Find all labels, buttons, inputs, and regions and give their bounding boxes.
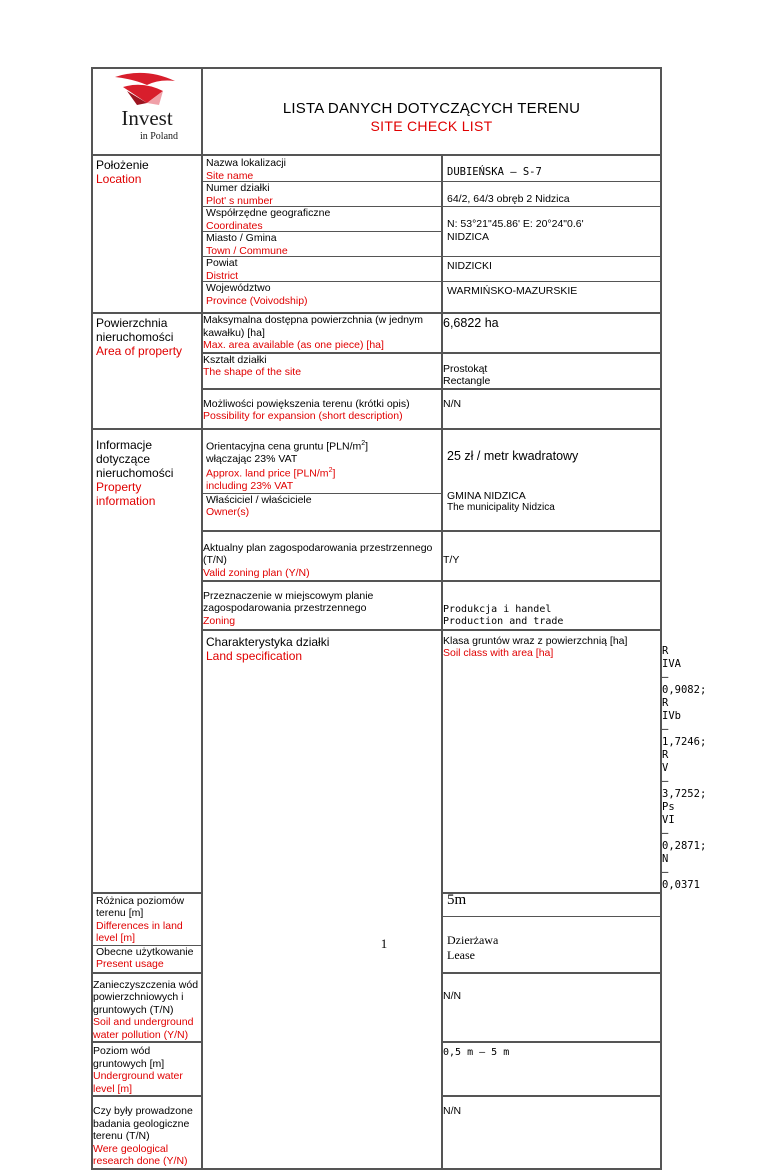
- coords-question: Współrzędne geograficzne Coordinates: [203, 206, 441, 231]
- district-value: NIDZICKI: [443, 256, 660, 281]
- section-label-pl: Informacje dotyczące nieruchomości: [96, 437, 174, 480]
- logo-cell: [92, 68, 202, 155]
- title-cell: [202, 68, 661, 155]
- section-label-pl: Charakterystyka działki: [206, 634, 330, 649]
- section-land: [202, 630, 442, 1169]
- pollution-value: N/N: [442, 973, 661, 1043]
- shape-question: Kształt działki The shape of the site: [202, 353, 442, 389]
- pollution-question: Zanieczyszczenia wód powierzchniowych i gruntowych (T/N) Soil and underground water pollution (Y/N): [92, 973, 202, 1043]
- section-label-en: Location: [96, 172, 142, 186]
- shape-value: Prostokąt Rectangle: [442, 353, 661, 389]
- level-diff-value: 5m: [447, 891, 467, 908]
- section-property: [92, 429, 202, 893]
- section-label-en: Area of property: [96, 344, 183, 358]
- province-question: Województwo Province (Voivodship): [203, 281, 441, 306]
- price-question: Orientacyjna cena gruntu $[PLN/m^2]$ włączając 23% VAT Approx. land price $[PLN/m^2]$ including 23% VAT: [206, 439, 369, 492]
- section-label-en: Land specification: [206, 648, 303, 663]
- water-value: 0,5 m – 5 m: [442, 1042, 661, 1096]
- price-owner-questions: [202, 429, 442, 531]
- expansion-question: Możliwości powiększenia terenu (krótki opis) Possibility for expansion (short description): [202, 389, 442, 429]
- soil-question: Klasa gruntów wraz z powierzchnią [ha] Soil class with area [ha]: [442, 630, 661, 893]
- plot-question: Numer działki Plot' s number: [203, 181, 441, 206]
- owner-value: GMINA NIDZICA The municipality Nidzica: [447, 489, 555, 513]
- usage-value: Dzierżawa Lease: [443, 916, 660, 963]
- section-location: [92, 155, 202, 313]
- price-owner-answers: [442, 429, 661, 531]
- district-question: Powiat District: [203, 256, 441, 281]
- site-check-table: Invest in Poland LISTA DANYCH DOTYCZĄCYCH TERENU SITE CHECK LIST Położenie Location Nazwa lokalizacji Site name Numer działki Plot' s number Współrzędne geograficzne Coordinates Miasto / Gmina Town / Commune Powiat District Województwo Province (Voivodship) DUBIEŃSKA – S-7 64/2, 64/3 obręb 2 Nidzica N: 53°21"45.86' E: 20°24"0.6' NIDZICA NIDZICKI WARMIŃSKO-MAZURSKIE Powierzchnia nieruchomości Area of property Maksymalna dostępna powierzchnia (w jednym kawałku) [ha] Max. area available (as one piece) [ha] 6,6822 ha Kształt działki The shape of the site Prostokąt Rectangle Możliwości powiększenia terenu (krótki opis) Possibility for expansion (short description) N/N Informacje dotyczące nieruchomości Property information Orientacyjna cena gruntu $[PLN/m^2]$ włączając 23% VAT Approx. land price $[PLN/m^2]$ including 23% VAT Właściciel / właściciele Owner(s) 25 zł / metr kwadratowy GMINA NIDZICA The municipality Nidzica Aktualny plan zagospodarowania przestrzennego (T/N) Valid zoning plan (Y/N) T/Y Przeznaczenie w miejscowym planie zagospodarowania przestrzennego Zoning Produkcja i handel Production and trade Charakterystyka działki Land specification Klasa gruntów wraz z powierzchnią [ha] Soil class with area [ha] R IVA – 0,9082; R IVb – 1,7246; R V – 3,7252; Ps VI – 0,2871; N – 0,0371 Różnica poziomów terenu [m] Differences in land level [m] Obecne użytkowanie Present usage 5m Dzierżawa Lease Zanieczyszczenia wód powierzchniowych i gruntowych (T/N) Soil and underground water pollution (Y/N) N/N Poziom wód gruntowych [m] Underground water level [m] 0,5 m – 5 m Czy były prowadzone badania geologiczne terenu (T/N) Were geological research done (Y/N) N/N: [91, 67, 662, 1170]
- geo-question: Czy były prowadzone badania geologiczne terenu (T/N) Were geological research done (Y/N): [92, 1096, 202, 1169]
- section-area: [92, 313, 202, 429]
- province-value: WARMIŃSKO-MAZURSKIE: [443, 281, 660, 306]
- max-area-value: 6,6822 ha: [442, 313, 661, 353]
- section-label-pl: Powierzchnia nieruchomości: [96, 316, 174, 344]
- title-en: SITE CHECK LIST: [370, 117, 493, 134]
- location-questions: [202, 155, 442, 313]
- zoning-question: Przeznaczenie w miejscowym planie zagospodarowania przestrzennego Zoning: [202, 581, 442, 630]
- coords-value: N: 53°21"45.86' E: 20°24"0.6': [443, 206, 660, 231]
- section-label-pl: Położenie: [96, 158, 149, 172]
- zoning-plan-value: T/Y: [442, 531, 661, 581]
- town-value: NIDZICA: [447, 231, 489, 243]
- price-value: 25 zł / metr kwadratowy: [447, 448, 579, 463]
- geo-value: N/N: [442, 1096, 661, 1169]
- zoning-value: Produkcja i handel Production and trade: [442, 581, 661, 630]
- logo-word: Invest: [121, 106, 173, 130]
- page-number: 1: [380, 936, 388, 951]
- title-pl: LISTA DANYCH DOTYCZĄCYCH TERENU: [282, 99, 581, 117]
- level-diff-question: Różnica poziomów terenu [m] Differences in land level [m]: [96, 894, 185, 944]
- usage-question: Obecne użytkowanie Present usage: [93, 945, 201, 971]
- invest-in-poland-logo: [93, 69, 199, 149]
- town-question: Miasto / Gmina Town / Commune: [203, 231, 441, 256]
- location-answers: [442, 155, 661, 313]
- plot-value: 64/2, 64/3 obręb 2 Nidzica: [443, 181, 660, 206]
- zoning-plan-question: Aktualny plan zagospodarowania przestrzennego (T/N) Valid zoning plan (Y/N): [202, 531, 442, 581]
- site-name-value: DUBIEŃSKA – S-7: [447, 166, 542, 178]
- section-label-en: Property information: [96, 479, 156, 508]
- max-area-question: Maksymalna dostępna powierzchnia (w jednym kawałku) [ha] Max. area available (as one piece) [ha]: [202, 313, 442, 353]
- level-usage-questions: [92, 893, 202, 973]
- site-name-question: Nazwa lokalizacji Site name: [206, 157, 286, 182]
- owner-question: Właściciel / właściciele Owner(s): [203, 493, 441, 519]
- water-question: Poziom wód gruntowych [m] Underground water level [m]: [92, 1042, 202, 1096]
- level-usage-answers: [442, 893, 661, 973]
- logo-sub: in Poland: [139, 131, 179, 142]
- expansion-value: N/N: [442, 389, 661, 429]
